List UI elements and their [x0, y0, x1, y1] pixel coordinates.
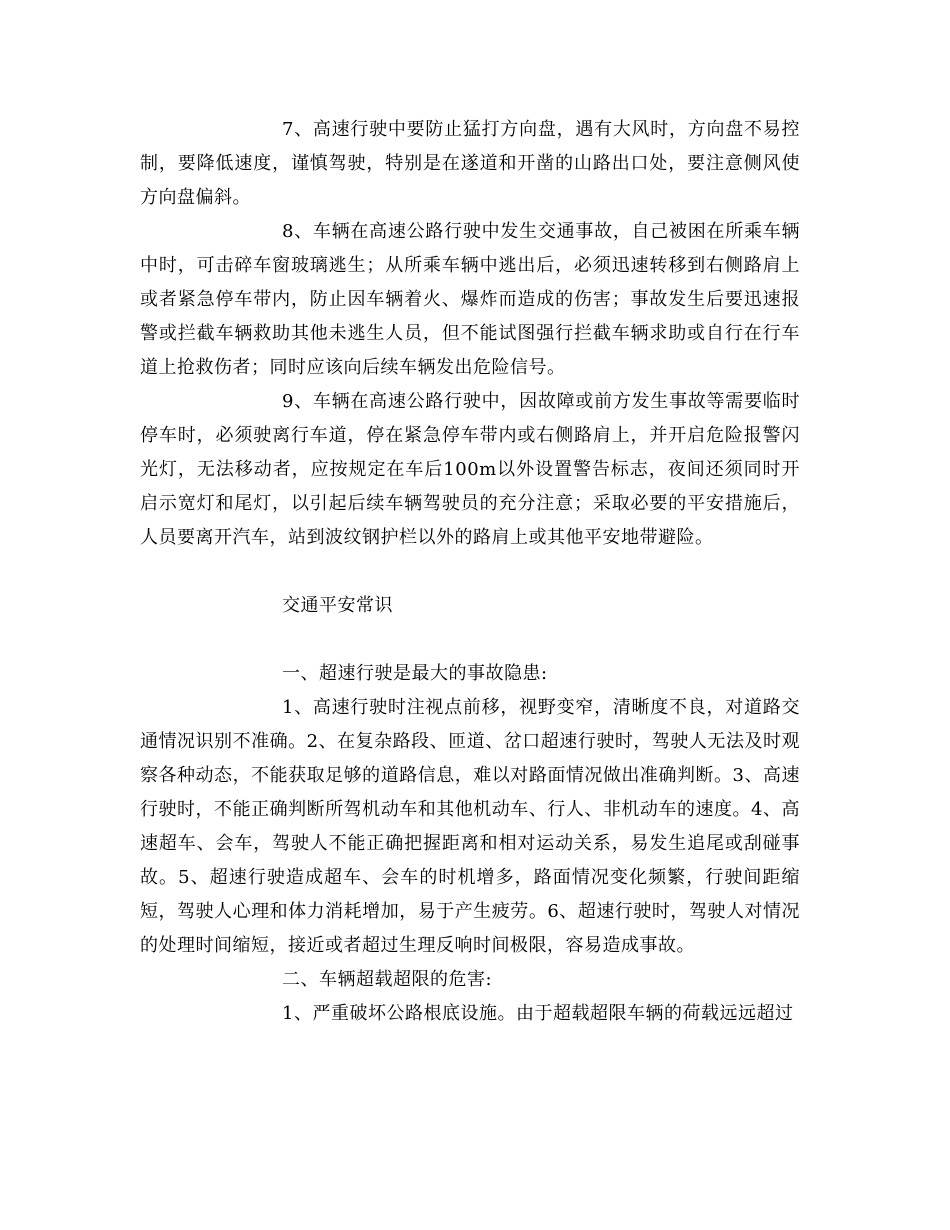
section1-heading: 一、超速行驶是最大的事故隐患:	[282, 663, 548, 684]
paragraph-item-7: 7、高速行驶中要防止猛打方向盘，遇有大风时，方向盘不易控制，要降低速度，谨慎驾驶，特别是在遂道和开凿的山路出口处，要注意侧风使方向盘偏斜。	[140, 119, 800, 208]
section-title: 交通平安常识	[282, 595, 393, 616]
section2-body: 1、严重破坏公路根底设施。由于超载超限车辆的荷载远远超过	[282, 1003, 794, 1024]
paragraph-item-8: 8、车辆在高速公路行驶中发生交通事故，自己被困在所乘车辆中时，可击碎车窗玻璃逃生；从所乘车辆中逃出后，必须迅速转移到右侧路肩上或者紧急停车带内，防止因车辆着火、爆炸而造成的伤害；事故发生后要迅速报警或拦截车辆救助其他未逃生人员，但不能试图强行拦截车辆求助或自行在行车道上抢救伤者；同时应该向后续车辆发出危险信号。	[140, 221, 800, 378]
document-body	[140, 113, 800, 1031]
section2-heading: 二、车辆超载超限的危害:	[282, 969, 493, 990]
paragraph-item-9: 9、车辆在高速公路行驶中，因故障或前方发生事故等需要临时停车时，必须驶离行车道，停在紧急停车带内或右侧路肩上，并开启危险报警闪光灯，无法移动者，应按规定在车后100m以外设置警告标志，夜间还须同时开启示宽灯和尾灯，以引起后续车辆驾驶员的充分注意；采取必要的平安措施后，人员要离开汽车，站到波纹钢护栏以外的路肩上或其他平安地带避险。	[140, 391, 800, 548]
section1-body: 1、高速行驶时注视点前移，视野变窄，清晰度不良，对道路交通情况识别不准确。2、在复杂路段、匝道、岔口超速行驶时，驾驶人无法及时观察各种动态，不能获取足够的道路信息，难以对路面情况做出准确判断。3、高速行驶时，不能正确判断所驾机动车和其他机动车、行人、非机动车的速度。4、高速超车、会车，驾驶人不能正确把握距离和相对运动关系，易发生追尾或刮碰事故。5、超速行驶造成超车、会车的时机增多，路面情况变化频繁，行驶间距缩短，驾驶人心理和体力消耗增加，易于产生疲劳。6、超速行驶时，驾驶人对情况的处理时间缩短，接近或者超过生理反响时间极限，容易造成事故。	[140, 697, 800, 956]
